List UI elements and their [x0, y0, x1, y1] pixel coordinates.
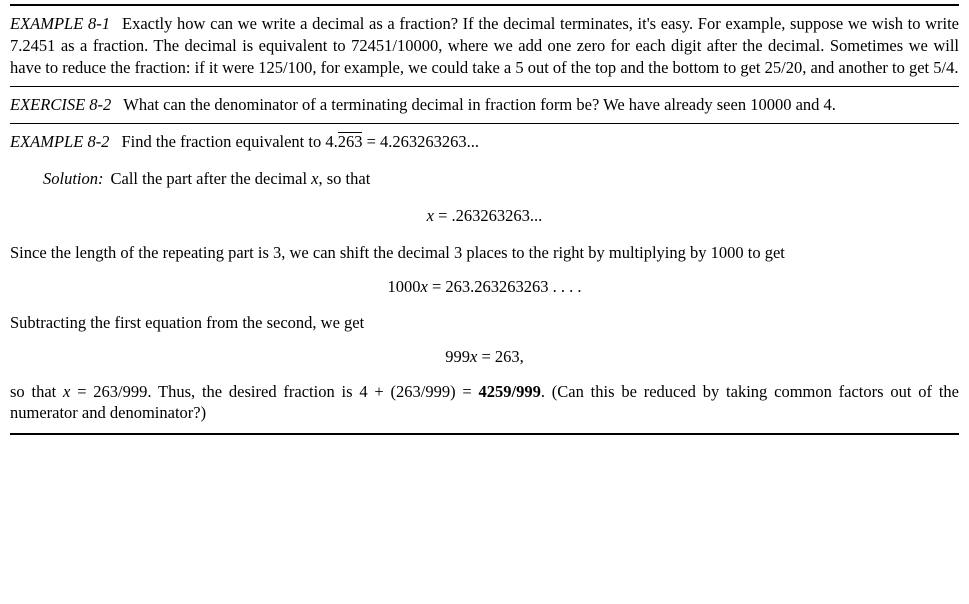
paragraph-3-part-a: so that x = 263/999. Thus, the desired fraction is 4 + (263/999) = [10, 381, 479, 401]
example-8-2-text-before: Find the fraction equivalent to 4. [121, 131, 338, 151]
example-8-1-block [10, 13, 959, 79]
exercise-8-2-label: EXERCISE 8-2 [10, 94, 112, 114]
solution-line [43, 168, 959, 190]
top-rule [10, 4, 959, 6]
solution-text: Call the part after the decimal x, so that [110, 168, 371, 188]
example-8-2-label: EXAMPLE 8-2 [10, 131, 110, 151]
repeating-overline: 263 [337, 131, 363, 151]
paragraph-2: Subtracting the first equation from the second, we get [10, 312, 365, 332]
equation-3: 999x = 263, [445, 346, 524, 366]
equation-2: 1000x = 263.263263263 . . . . [387, 276, 582, 296]
divider-rule-2 [10, 123, 959, 124]
paragraph-1: Since the length of the repeating part is 3, we can shift the decimal 3 places to the right by multiplying by 1000 to get [10, 242, 785, 262]
bottom-rule [10, 433, 959, 435]
paragraph-3 [10, 381, 959, 425]
paragraph-3-bold-fraction: 4259/999 [478, 381, 541, 401]
example-8-2-text-after: = 4.263263263... [362, 131, 480, 151]
example-8-2-block [10, 131, 959, 153]
equation-1: x = .263263263... [426, 205, 543, 225]
exercise-8-2-text: What can the denominator of a terminating decimal in fraction form be? We have already seen 10000 and 4. [123, 94, 836, 114]
divider-rule-1 [10, 86, 959, 87]
example-8-1-label: EXAMPLE 8-1 [10, 14, 110, 33]
example-8-1-text: Exactly how can we write a decimal as a fraction? If the decimal terminates, it's easy. For example, suppose we wish to write 7.2451 as a fraction. The decimal is equivalent to 72451/10000, where we add one zero for each digit after the decimal. Sometimes we will have to reduce the fraction: if it were 125/100, for example, we could take a 5 out of the top and the bottom to get 25/20, and another to get 5/4. [10, 14, 960, 77]
paragraph-3-part-b: . (Can this be reduced by taking common factors out of the numerator and denominator?) [10, 381, 959, 423]
exercise-8-2-block [10, 94, 959, 116]
solution-label: Solution: [43, 168, 104, 188]
document-page [0, 4, 969, 604]
